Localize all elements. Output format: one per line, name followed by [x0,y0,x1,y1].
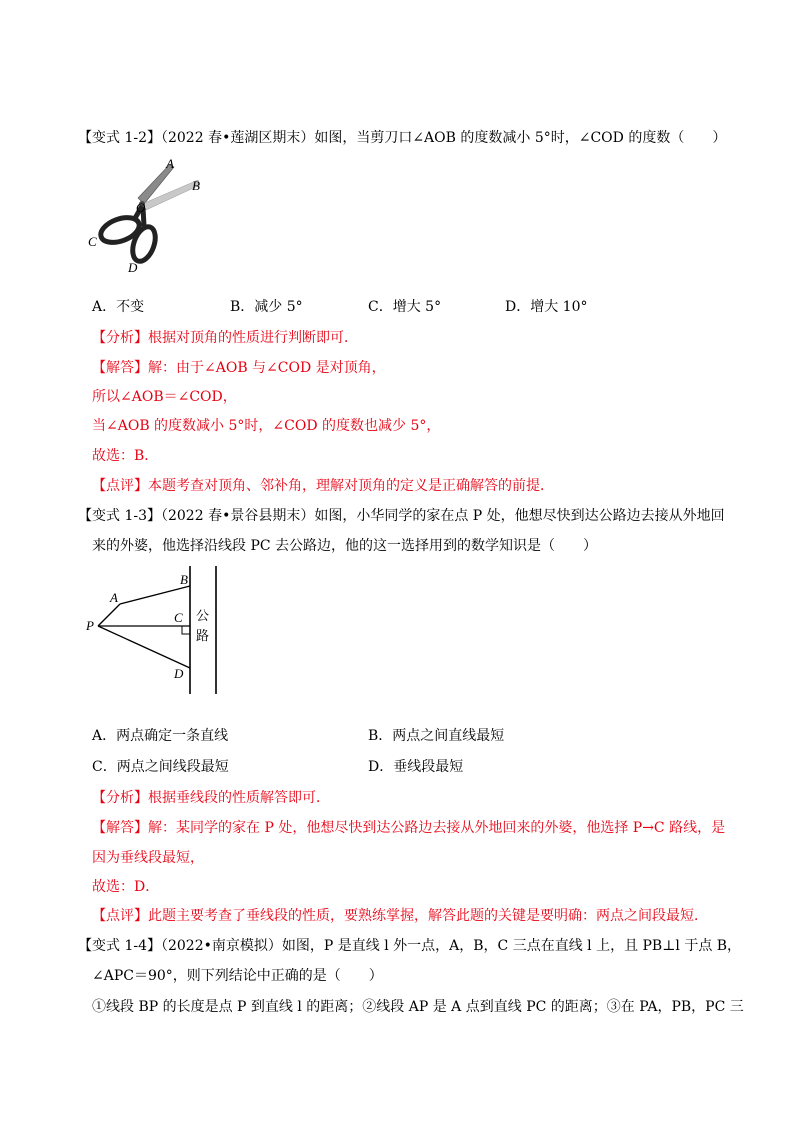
q12-answer-line-4: 故选：B． [92,448,159,464]
q12-comment: 【点评】本题考查对顶角、邻补角，理解对顶角的定义是正确解答的前提． [92,478,554,494]
scissors-figure [86,158,216,278]
label-B: B [180,572,188,587]
q12-option-c: C．增大 5° [368,299,442,315]
q13-comment: 【点评】此题主要考查了垂线段的性质，要熟练掌握，解答此题的关键是要明确：两点之间段最短． [92,908,708,924]
label-C: C [88,234,97,249]
road-char-1: 公 [196,608,210,623]
q14-stem-line-2: ∠APC＝90°，则下列结论中正确的是（ ） [92,968,383,984]
q12-option-d: D．增大 10° [505,299,588,315]
q13-option-c: C．两点之间线段最短 [92,759,229,775]
label-P: P [86,618,94,633]
label-D: D [128,260,138,275]
q12-option-a: A．不变 [92,299,145,315]
label-B: B [192,178,200,193]
q13-answer-line-2: 因为垂线段最短， [92,850,204,866]
q12-answer-line-1: 【解答】解：由于∠AOB 与∠COD 是对顶角， [92,360,386,376]
q13-answer-line-1: 【解答】解：某同学的家在 P 处，他想尽快到达公路边去接从外地回来的外婆，他选择 P→C 路线，是 [92,820,726,836]
q12-option-b: B．减少 5° [230,299,303,315]
label-A: A [110,590,118,605]
q13-option-d: D．垂线段最短 [368,759,464,775]
q12-analysis: 【分析】根据对顶角的性质进行判断即可． [92,330,358,346]
q13-answer-line-3: 故选：D． [92,879,160,895]
label-C: C [174,610,183,625]
q12-answer-line-2: 所以∠AOB＝∠COD， [92,389,237,405]
q12-answer-line-3: 当∠AOB 的度数减小 5°时，∠COD 的度数也减少 5°， [92,418,441,434]
q13-stem-line-1: 【变式 1-3】（2022 春•景谷县期末）如图，小华同学的家在点 P 处，他想尽快到达公路边去接从外地回 [78,508,725,524]
label-A: A [166,158,174,171]
q13-option-a: A．两点确定一条直线 [92,728,229,744]
q12-stem: 【变式 1-2】（2022 春•莲湖区期末）如图，当剪刀口∠AOB 的度数减小 5°时，∠COD 的度数（ ） [78,130,727,146]
label-O: O [136,200,146,215]
label-D: D [174,666,184,681]
q14-stem-line-3: ①线段 BP 的长度是点 P 到直线 l 的距离；②线段 AP 是 A 点到直线 PC 的距离；③在 PA，PB，PC 三 [92,999,744,1015]
q13-option-b: B．两点之间直线最短 [368,728,505,744]
road-char-2: 路 [196,628,210,643]
q14-stem-line-1: 【变式 1-4】（2022•南京模拟）如图，P 是直线 l 外一点，A，B，C 三点在直线 l 上，且 PB⊥l 于点 B， [78,938,742,954]
q13-stem-line-2: 来的外婆，他选择沿线段 PC 去公路边，他的这一选择用到的数学知识是（ ） [92,538,598,554]
road-figure [86,564,226,698]
q13-analysis: 【分析】根据垂线段的性质解答即可． [92,790,330,806]
